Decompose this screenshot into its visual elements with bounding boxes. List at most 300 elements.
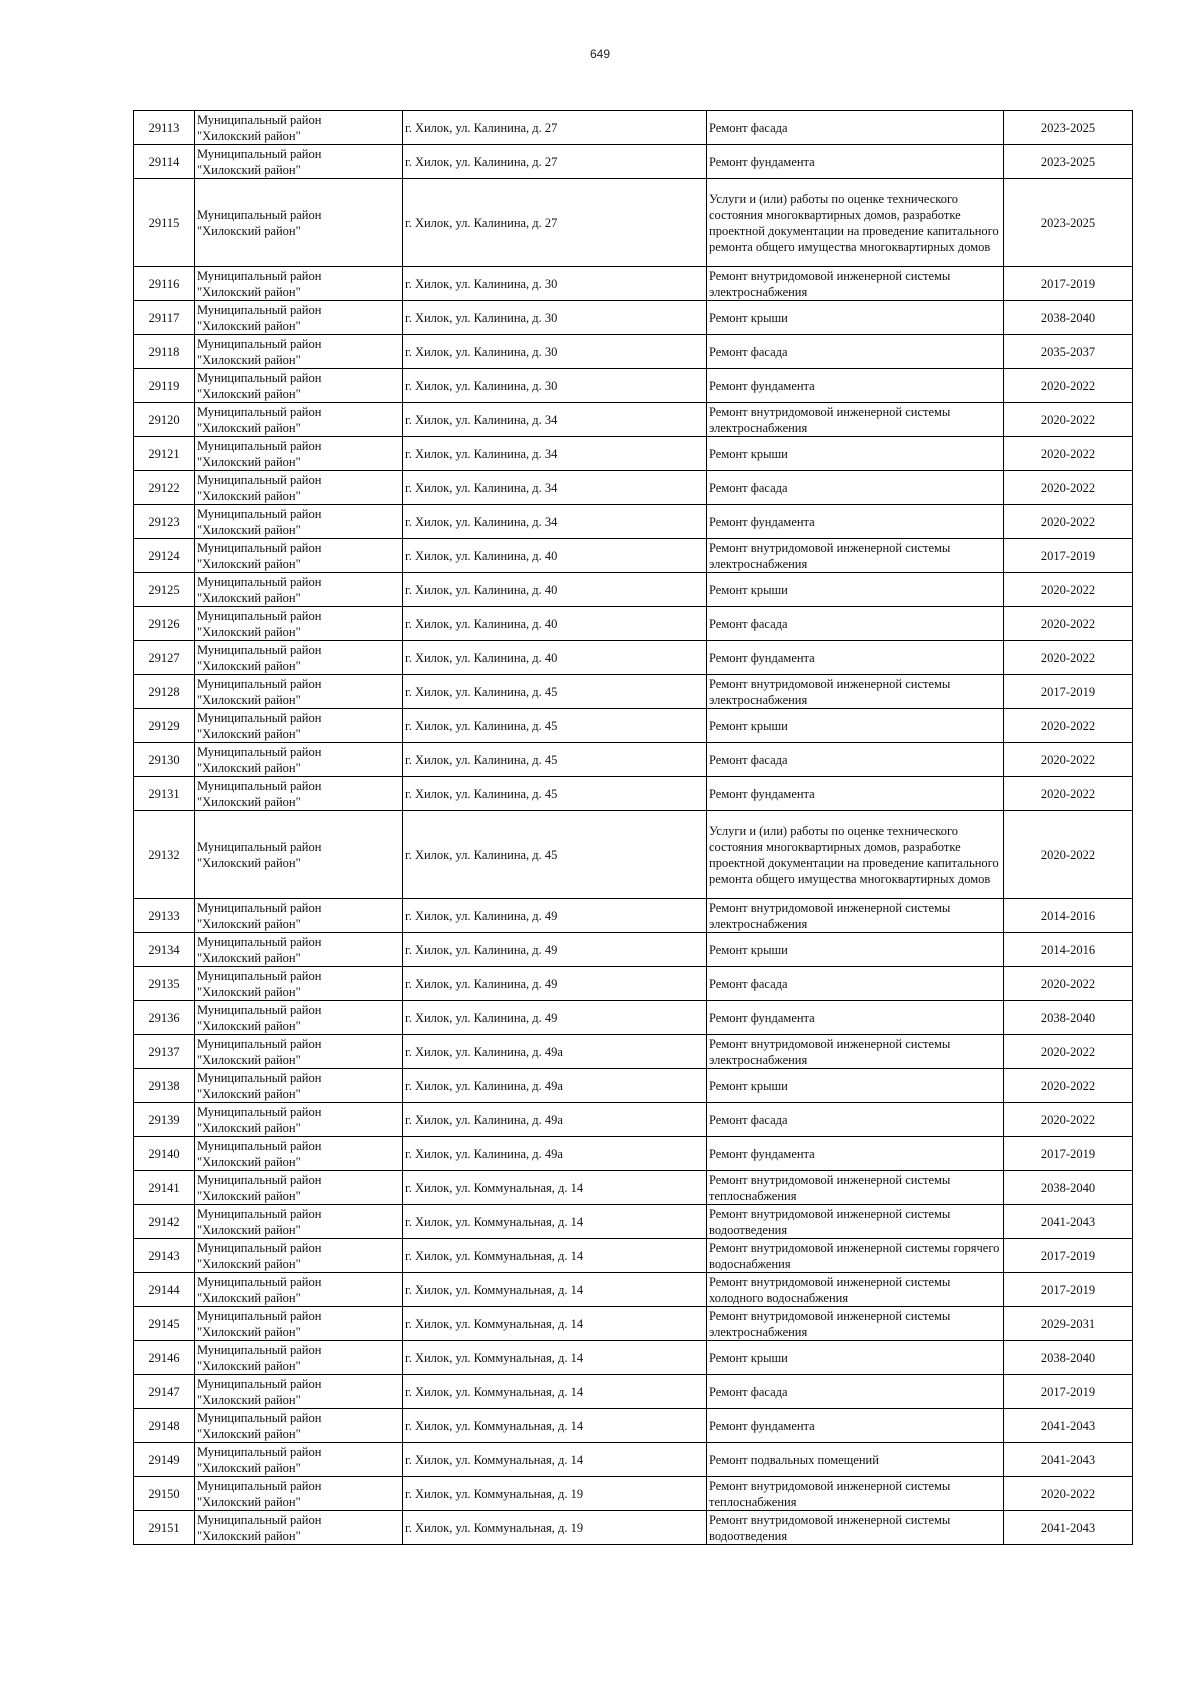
municipality-line: "Хилокский район" bbox=[197, 1528, 301, 1543]
municipality-line: "Хилокский район" bbox=[197, 284, 301, 299]
period-cell: 2038-2040 bbox=[1004, 301, 1133, 335]
municipality-line: Муниципальный район bbox=[197, 112, 322, 127]
work-type-cell: Ремонт внутридомовой инженерной системы электроснабжения bbox=[707, 267, 1004, 301]
table-row bbox=[134, 709, 1133, 743]
table-row bbox=[134, 1511, 1133, 1545]
municipality-line: "Хилокский район" bbox=[197, 223, 301, 238]
address-cell: г. Хилок, ул. Калинина, д. 49 bbox=[403, 967, 707, 1001]
row-id-cell: 29126 bbox=[134, 607, 195, 641]
row-id-cell: 29114 bbox=[134, 145, 195, 179]
row-id-cell: 29139 bbox=[134, 1103, 195, 1137]
municipality-line: Муниципальный район bbox=[197, 302, 322, 317]
municipality-line: "Хилокский район" bbox=[197, 386, 301, 401]
row-id-cell: 29151 bbox=[134, 1511, 195, 1545]
period-cell: 2017-2019 bbox=[1004, 1375, 1133, 1409]
row-id-cell: 29143 bbox=[134, 1239, 195, 1273]
work-type-cell: Ремонт крыши bbox=[707, 1069, 1004, 1103]
row-id-cell: 29124 bbox=[134, 539, 195, 573]
municipality-cell bbox=[195, 1239, 403, 1273]
period-cell: 2020-2022 bbox=[1004, 1035, 1133, 1069]
address-cell: г. Хилок, ул. Коммунальная, д. 14 bbox=[403, 1307, 707, 1341]
municipality-cell bbox=[195, 145, 403, 179]
table-row bbox=[134, 369, 1133, 403]
table-row bbox=[134, 1001, 1133, 1035]
row-id-cell: 29123 bbox=[134, 505, 195, 539]
work-type-cell: Ремонт фундамента bbox=[707, 1409, 1004, 1443]
period-cell: 2023-2025 bbox=[1004, 111, 1133, 145]
table-row bbox=[134, 675, 1133, 709]
row-id-cell: 29131 bbox=[134, 777, 195, 811]
table-row bbox=[134, 1307, 1133, 1341]
address-cell: г. Хилок, ул. Коммунальная, д. 14 bbox=[403, 1273, 707, 1307]
municipality-line: Муниципальный район bbox=[197, 574, 322, 589]
municipality-line: Муниципальный район bbox=[197, 404, 322, 419]
address-cell: г. Хилок, ул. Калинина, д. 27 bbox=[403, 111, 707, 145]
municipality-cell bbox=[195, 899, 403, 933]
municipality-cell bbox=[195, 1341, 403, 1375]
municipality-cell bbox=[195, 1137, 403, 1171]
municipality-line: "Хилокский район" bbox=[197, 1392, 301, 1407]
municipality-cell bbox=[195, 641, 403, 675]
row-id-cell: 29144 bbox=[134, 1273, 195, 1307]
table-row bbox=[134, 811, 1133, 899]
table-row bbox=[134, 1205, 1133, 1239]
table-row bbox=[134, 743, 1133, 777]
municipality-line: "Хилокский район" bbox=[197, 950, 301, 965]
period-cell: 2020-2022 bbox=[1004, 641, 1133, 675]
row-id-cell: 29125 bbox=[134, 573, 195, 607]
municipality-line: Муниципальный район bbox=[197, 1478, 322, 1493]
municipality-line: Муниципальный район bbox=[197, 438, 322, 453]
address-cell: г. Хилок, ул. Коммунальная, д. 14 bbox=[403, 1375, 707, 1409]
municipality-line: Муниципальный район bbox=[197, 1206, 322, 1221]
period-cell: 2029-2031 bbox=[1004, 1307, 1133, 1341]
address-cell: г. Хилок, ул. Калинина, д. 27 bbox=[403, 145, 707, 179]
municipality-cell bbox=[195, 539, 403, 573]
table-row bbox=[134, 1273, 1133, 1307]
table-row bbox=[134, 1239, 1133, 1273]
work-type-cell: Ремонт крыши bbox=[707, 709, 1004, 743]
municipality-cell bbox=[195, 1069, 403, 1103]
table-row bbox=[134, 607, 1133, 641]
work-type-cell: Ремонт внутридомовой инженерной системы электроснабжения bbox=[707, 675, 1004, 709]
period-cell: 2020-2022 bbox=[1004, 811, 1133, 899]
municipality-cell bbox=[195, 301, 403, 335]
address-cell: г. Хилок, ул. Калинина, д. 40 bbox=[403, 641, 707, 675]
period-cell: 2041-2043 bbox=[1004, 1443, 1133, 1477]
table-row bbox=[134, 301, 1133, 335]
period-cell: 2041-2043 bbox=[1004, 1511, 1133, 1545]
municipality-line: "Хилокский район" bbox=[197, 318, 301, 333]
table-row bbox=[134, 777, 1133, 811]
municipality-line: "Хилокский район" bbox=[197, 658, 301, 673]
work-type-cell: Ремонт фасада bbox=[707, 111, 1004, 145]
row-id-cell: 29136 bbox=[134, 1001, 195, 1035]
table-row bbox=[134, 403, 1133, 437]
municipality-line: Муниципальный район bbox=[197, 642, 322, 657]
period-cell: 2020-2022 bbox=[1004, 369, 1133, 403]
table-row bbox=[134, 111, 1133, 145]
municipality-line: Муниципальный район bbox=[197, 1172, 322, 1187]
work-type-cell: Ремонт крыши bbox=[707, 573, 1004, 607]
row-id-cell: 29135 bbox=[134, 967, 195, 1001]
municipality-cell bbox=[195, 471, 403, 505]
municipality-cell bbox=[195, 607, 403, 641]
municipality-cell bbox=[195, 1307, 403, 1341]
row-id-cell: 29140 bbox=[134, 1137, 195, 1171]
work-type-cell: Ремонт фундамента bbox=[707, 1137, 1004, 1171]
municipality-line: Муниципальный район bbox=[197, 839, 322, 854]
work-type-cell: Ремонт внутридомовой инженерной системы холодного водоснабжения bbox=[707, 1273, 1004, 1307]
municipality-line: Муниципальный район bbox=[197, 968, 322, 983]
municipality-line: Муниципальный район bbox=[197, 1138, 322, 1153]
work-type-cell: Ремонт внутридомовой инженерной системы электроснабжения bbox=[707, 899, 1004, 933]
period-cell: 2017-2019 bbox=[1004, 267, 1133, 301]
period-cell: 2020-2022 bbox=[1004, 437, 1133, 471]
row-id-cell: 29150 bbox=[134, 1477, 195, 1511]
municipality-cell bbox=[195, 403, 403, 437]
period-cell: 2020-2022 bbox=[1004, 709, 1133, 743]
municipality-line: Муниципальный район bbox=[197, 268, 322, 283]
row-id-cell: 29142 bbox=[134, 1205, 195, 1239]
period-cell: 2020-2022 bbox=[1004, 505, 1133, 539]
address-cell: г. Хилок, ул. Калинина, д. 49а bbox=[403, 1137, 707, 1171]
municipality-line: "Хилокский район" bbox=[197, 1086, 301, 1101]
municipality-line: Муниципальный район bbox=[197, 336, 322, 351]
row-id-cell: 29141 bbox=[134, 1171, 195, 1205]
period-cell: 2041-2043 bbox=[1004, 1409, 1133, 1443]
municipality-line: Муниципальный район bbox=[197, 1104, 322, 1119]
municipality-cell bbox=[195, 1001, 403, 1035]
municipality-line: Муниципальный район bbox=[197, 1274, 322, 1289]
work-type-cell: Ремонт крыши bbox=[707, 1341, 1004, 1375]
municipality-cell bbox=[195, 1409, 403, 1443]
work-type-cell: Ремонт фундамента bbox=[707, 777, 1004, 811]
table-row bbox=[134, 505, 1133, 539]
municipality-line: "Хилокский район" bbox=[197, 1460, 301, 1475]
row-id-cell: 29116 bbox=[134, 267, 195, 301]
municipality-line: Муниципальный район bbox=[197, 676, 322, 691]
municipality-line: Муниципальный район bbox=[197, 1036, 322, 1051]
municipality-line: "Хилокский район" bbox=[197, 590, 301, 605]
municipality-line: "Хилокский район" bbox=[197, 1154, 301, 1169]
works-schedule-table bbox=[133, 110, 1133, 1545]
municipality-line: Муниципальный район bbox=[197, 1002, 322, 1017]
row-id-cell: 29120 bbox=[134, 403, 195, 437]
work-type-cell: Ремонт фундамента bbox=[707, 505, 1004, 539]
work-type-cell: Ремонт внутридомовой инженерной системы электроснабжения bbox=[707, 539, 1004, 573]
municipality-line: "Хилокский район" bbox=[197, 916, 301, 931]
row-id-cell: 29132 bbox=[134, 811, 195, 899]
municipality-line: "Хилокский район" bbox=[197, 692, 301, 707]
work-type-cell: Ремонт внутридомовой инженерной системы водоотведения bbox=[707, 1511, 1004, 1545]
address-cell: г. Хилок, ул. Коммунальная, д. 14 bbox=[403, 1171, 707, 1205]
table-row bbox=[134, 1477, 1133, 1511]
row-id-cell: 29133 bbox=[134, 899, 195, 933]
table-row bbox=[134, 1137, 1133, 1171]
period-cell: 2038-2040 bbox=[1004, 1341, 1133, 1375]
period-cell: 2020-2022 bbox=[1004, 1477, 1133, 1511]
period-cell: 2038-2040 bbox=[1004, 1001, 1133, 1035]
municipality-line: Муниципальный район bbox=[197, 1240, 322, 1255]
work-type-cell: Ремонт фундамента bbox=[707, 145, 1004, 179]
address-cell: г. Хилок, ул. Коммунальная, д. 14 bbox=[403, 1239, 707, 1273]
period-cell: 2020-2022 bbox=[1004, 743, 1133, 777]
table-row bbox=[134, 899, 1133, 933]
address-cell: г. Хилок, ул. Калинина, д. 49 bbox=[403, 899, 707, 933]
work-type-cell: Ремонт подвальных помещений bbox=[707, 1443, 1004, 1477]
municipality-line: "Хилокский район" bbox=[197, 1222, 301, 1237]
period-cell: 2020-2022 bbox=[1004, 777, 1133, 811]
municipality-line: "Хилокский район" bbox=[197, 488, 301, 503]
municipality-cell bbox=[195, 437, 403, 471]
row-id-cell: 29146 bbox=[134, 1341, 195, 1375]
row-id-cell: 29149 bbox=[134, 1443, 195, 1477]
period-cell: 2020-2022 bbox=[1004, 403, 1133, 437]
work-type-cell: Ремонт фасада bbox=[707, 967, 1004, 1001]
table-row bbox=[134, 1443, 1133, 1477]
period-cell: 2017-2019 bbox=[1004, 675, 1133, 709]
municipality-cell bbox=[195, 111, 403, 145]
period-cell: 2038-2040 bbox=[1004, 1171, 1133, 1205]
address-cell: г. Хилок, ул. Калинина, д. 49а bbox=[403, 1103, 707, 1137]
row-id-cell: 29119 bbox=[134, 369, 195, 403]
municipality-line: "Хилокский район" bbox=[197, 726, 301, 741]
work-type-cell: Услуги и (или) работы по оценке технического состояния многоквартирных домов, разработке проектной документации на проведение капитального ремонта общего имущества многоквартирных домов bbox=[707, 811, 1004, 899]
page-number: 649 bbox=[589, 47, 611, 61]
work-type-cell: Ремонт фундамента bbox=[707, 641, 1004, 675]
address-cell: г. Хилок, ул. Калинина, д. 45 bbox=[403, 675, 707, 709]
address-cell: г. Хилок, ул. Калинина, д. 30 bbox=[403, 369, 707, 403]
address-cell: г. Хилок, ул. Калинина, д. 27 bbox=[403, 179, 707, 267]
address-cell: г. Хилок, ул. Калинина, д. 45 bbox=[403, 743, 707, 777]
row-id-cell: 29129 bbox=[134, 709, 195, 743]
municipality-line: "Хилокский район" bbox=[197, 1256, 301, 1271]
work-type-cell: Ремонт фасада bbox=[707, 335, 1004, 369]
municipality-cell bbox=[195, 179, 403, 267]
municipality-cell bbox=[195, 709, 403, 743]
municipality-cell bbox=[195, 1205, 403, 1239]
municipality-line: "Хилокский район" bbox=[197, 522, 301, 537]
period-cell: 2014-2016 bbox=[1004, 933, 1133, 967]
address-cell: г. Хилок, ул. Коммунальная, д. 19 bbox=[403, 1511, 707, 1545]
row-id-cell: 29118 bbox=[134, 335, 195, 369]
municipality-line: "Хилокский район" bbox=[197, 984, 301, 999]
municipality-line: "Хилокский район" bbox=[197, 162, 301, 177]
municipality-line: "Хилокский район" bbox=[197, 556, 301, 571]
municipality-line: Муниципальный район bbox=[197, 778, 322, 793]
municipality-line: Муниципальный район bbox=[197, 472, 322, 487]
municipality-cell bbox=[195, 1035, 403, 1069]
row-id-cell: 29134 bbox=[134, 933, 195, 967]
period-cell: 2017-2019 bbox=[1004, 1273, 1133, 1307]
row-id-cell: 29148 bbox=[134, 1409, 195, 1443]
municipality-cell bbox=[195, 1375, 403, 1409]
work-type-cell: Ремонт фасада bbox=[707, 1103, 1004, 1137]
address-cell: г. Хилок, ул. Калинина, д. 34 bbox=[403, 505, 707, 539]
municipality-line: Муниципальный район bbox=[197, 710, 322, 725]
municipality-line: "Хилокский район" bbox=[197, 1188, 301, 1203]
municipality-line: Муниципальный район bbox=[197, 1308, 322, 1323]
work-type-cell: Ремонт внутридомовой инженерной системы электроснабжения bbox=[707, 1307, 1004, 1341]
row-id-cell: 29128 bbox=[134, 675, 195, 709]
municipality-cell bbox=[195, 505, 403, 539]
table-row bbox=[134, 1171, 1133, 1205]
address-cell: г. Хилок, ул. Калинина, д. 34 bbox=[403, 403, 707, 437]
table-row bbox=[134, 267, 1133, 301]
municipality-line: Муниципальный район bbox=[197, 1512, 322, 1527]
row-id-cell: 29122 bbox=[134, 471, 195, 505]
municipality-cell bbox=[195, 1477, 403, 1511]
row-id-cell: 29115 bbox=[134, 179, 195, 267]
period-cell: 2020-2022 bbox=[1004, 607, 1133, 641]
table-row bbox=[134, 145, 1133, 179]
address-cell: г. Хилок, ул. Коммунальная, д. 14 bbox=[403, 1409, 707, 1443]
municipality-cell bbox=[195, 1103, 403, 1137]
municipality-line: Муниципальный район bbox=[197, 900, 322, 915]
row-id-cell: 29147 bbox=[134, 1375, 195, 1409]
work-type-cell: Ремонт внутридомовой инженерной системы электроснабжения bbox=[707, 403, 1004, 437]
work-type-cell: Ремонт внутридомовой инженерной системы водоотведения bbox=[707, 1205, 1004, 1239]
municipality-cell bbox=[195, 1171, 403, 1205]
work-type-cell: Ремонт внутридомовой инженерной системы горячего водоснабжения bbox=[707, 1239, 1004, 1273]
table-row bbox=[134, 967, 1133, 1001]
address-cell: г. Хилок, ул. Коммунальная, д. 14 bbox=[403, 1443, 707, 1477]
municipality-line: Муниципальный район bbox=[197, 744, 322, 759]
municipality-cell bbox=[195, 1273, 403, 1307]
municipality-line: Муниципальный район bbox=[197, 608, 322, 623]
municipality-line: "Хилокский район" bbox=[197, 1018, 301, 1033]
period-cell: 2020-2022 bbox=[1004, 471, 1133, 505]
period-cell: 2014-2016 bbox=[1004, 899, 1133, 933]
period-cell: 2020-2022 bbox=[1004, 1103, 1133, 1137]
address-cell: г. Хилок, ул. Калинина, д. 40 bbox=[403, 607, 707, 641]
municipality-line: "Хилокский район" bbox=[197, 454, 301, 469]
municipality-line: "Хилокский район" bbox=[197, 760, 301, 775]
row-id-cell: 29130 bbox=[134, 743, 195, 777]
period-cell: 2023-2025 bbox=[1004, 145, 1133, 179]
municipality-line: Муниципальный район bbox=[197, 1070, 322, 1085]
address-cell: г. Хилок, ул. Калинина, д. 30 bbox=[403, 267, 707, 301]
address-cell: г. Хилок, ул. Коммунальная, д. 14 bbox=[403, 1205, 707, 1239]
row-id-cell: 29127 bbox=[134, 641, 195, 675]
row-id-cell: 29137 bbox=[134, 1035, 195, 1069]
municipality-line: Муниципальный район bbox=[197, 1410, 322, 1425]
municipality-line: "Хилокский район" bbox=[197, 624, 301, 639]
row-id-cell: 29113 bbox=[134, 111, 195, 145]
period-cell: 2035-2037 bbox=[1004, 335, 1133, 369]
period-cell: 2020-2022 bbox=[1004, 573, 1133, 607]
row-id-cell: 29145 bbox=[134, 1307, 195, 1341]
works-table-body bbox=[134, 111, 1133, 1545]
row-id-cell: 29138 bbox=[134, 1069, 195, 1103]
municipality-cell bbox=[195, 743, 403, 777]
work-type-cell: Ремонт внутридомовой инженерной системы теплоснабжения bbox=[707, 1477, 1004, 1511]
row-id-cell: 29121 bbox=[134, 437, 195, 471]
address-cell: г. Хилок, ул. Калинина, д. 45 bbox=[403, 777, 707, 811]
address-cell: г. Хилок, ул. Калинина, д. 45 bbox=[403, 811, 707, 899]
address-cell: г. Хилок, ул. Калинина, д. 40 bbox=[403, 573, 707, 607]
work-type-cell: Ремонт крыши bbox=[707, 437, 1004, 471]
municipality-line: "Хилокский район" bbox=[197, 1324, 301, 1339]
municipality-line: "Хилокский район" bbox=[197, 794, 301, 809]
work-type-cell: Ремонт внутридомовой инженерной системы теплоснабжения bbox=[707, 1171, 1004, 1205]
municipality-cell bbox=[195, 335, 403, 369]
work-type-cell: Ремонт фундамента bbox=[707, 1001, 1004, 1035]
address-cell: г. Хилок, ул. Калинина, д. 45 bbox=[403, 709, 707, 743]
address-cell: г. Хилок, ул. Калинина, д. 49а bbox=[403, 1035, 707, 1069]
address-cell: г. Хилок, ул. Калинина, д. 30 bbox=[403, 301, 707, 335]
period-cell: 2017-2019 bbox=[1004, 539, 1133, 573]
period-cell: 2023-2025 bbox=[1004, 179, 1133, 267]
municipality-line: "Хилокский район" bbox=[197, 128, 301, 143]
municipality-cell bbox=[195, 675, 403, 709]
municipality-cell bbox=[195, 933, 403, 967]
work-type-cell: Ремонт внутридомовой инженерной системы электроснабжения bbox=[707, 1035, 1004, 1069]
municipality-line: Муниципальный район bbox=[197, 540, 322, 555]
municipality-cell bbox=[195, 573, 403, 607]
period-cell: 2017-2019 bbox=[1004, 1239, 1133, 1273]
municipality-cell bbox=[195, 811, 403, 899]
table-row bbox=[134, 335, 1133, 369]
work-type-cell: Ремонт фасада bbox=[707, 471, 1004, 505]
address-cell: г. Хилок, ул. Калинина, д. 30 bbox=[403, 335, 707, 369]
municipality-line: "Хилокский район" bbox=[197, 1052, 301, 1067]
municipality-line: Муниципальный район bbox=[197, 370, 322, 385]
municipality-line: "Хилокский район" bbox=[197, 855, 301, 870]
row-id-cell: 29117 bbox=[134, 301, 195, 335]
address-cell: г. Хилок, ул. Коммунальная, д. 19 bbox=[403, 1477, 707, 1511]
table-row bbox=[134, 437, 1133, 471]
work-type-cell: Ремонт фундамента bbox=[707, 369, 1004, 403]
table-row bbox=[134, 179, 1133, 267]
municipality-line: "Хилокский район" bbox=[197, 1358, 301, 1373]
work-type-cell: Ремонт крыши bbox=[707, 933, 1004, 967]
table-row bbox=[134, 933, 1133, 967]
municipality-cell bbox=[195, 777, 403, 811]
address-cell: г. Хилок, ул. Калинина, д. 34 bbox=[403, 471, 707, 505]
municipality-line: "Хилокский район" bbox=[197, 1426, 301, 1441]
table-row bbox=[134, 539, 1133, 573]
municipality-cell bbox=[195, 369, 403, 403]
municipality-line: Муниципальный район bbox=[197, 207, 322, 222]
table-row bbox=[134, 1341, 1133, 1375]
municipality-cell bbox=[195, 1443, 403, 1477]
table-row bbox=[134, 641, 1133, 675]
work-type-cell: Ремонт фасада bbox=[707, 607, 1004, 641]
municipality-line: Муниципальный район bbox=[197, 934, 322, 949]
table-row bbox=[134, 1375, 1133, 1409]
address-cell: г. Хилок, ул. Калинина, д. 49 bbox=[403, 1001, 707, 1035]
municipality-cell bbox=[195, 1511, 403, 1545]
municipality-line: "Хилокский район" bbox=[197, 1290, 301, 1305]
municipality-line: Муниципальный район bbox=[197, 1376, 322, 1391]
address-cell: г. Хилок, ул. Калинина, д. 49а bbox=[403, 1069, 707, 1103]
work-type-cell: Ремонт фасада bbox=[707, 1375, 1004, 1409]
table-row bbox=[134, 471, 1133, 505]
period-cell: 2020-2022 bbox=[1004, 1069, 1133, 1103]
municipality-line: "Хилокский район" bbox=[197, 1120, 301, 1135]
municipality-cell bbox=[195, 967, 403, 1001]
address-cell: г. Хилок, ул. Калинина, д. 49 bbox=[403, 933, 707, 967]
period-cell: 2041-2043 bbox=[1004, 1205, 1133, 1239]
municipality-line: "Хилокский район" bbox=[197, 352, 301, 367]
period-cell: 2017-2019 bbox=[1004, 1137, 1133, 1171]
municipality-line: Муниципальный район bbox=[197, 506, 322, 521]
municipality-line: "Хилокский район" bbox=[197, 420, 301, 435]
address-cell: г. Хилок, ул. Калинина, д. 40 bbox=[403, 539, 707, 573]
table-row bbox=[134, 1103, 1133, 1137]
